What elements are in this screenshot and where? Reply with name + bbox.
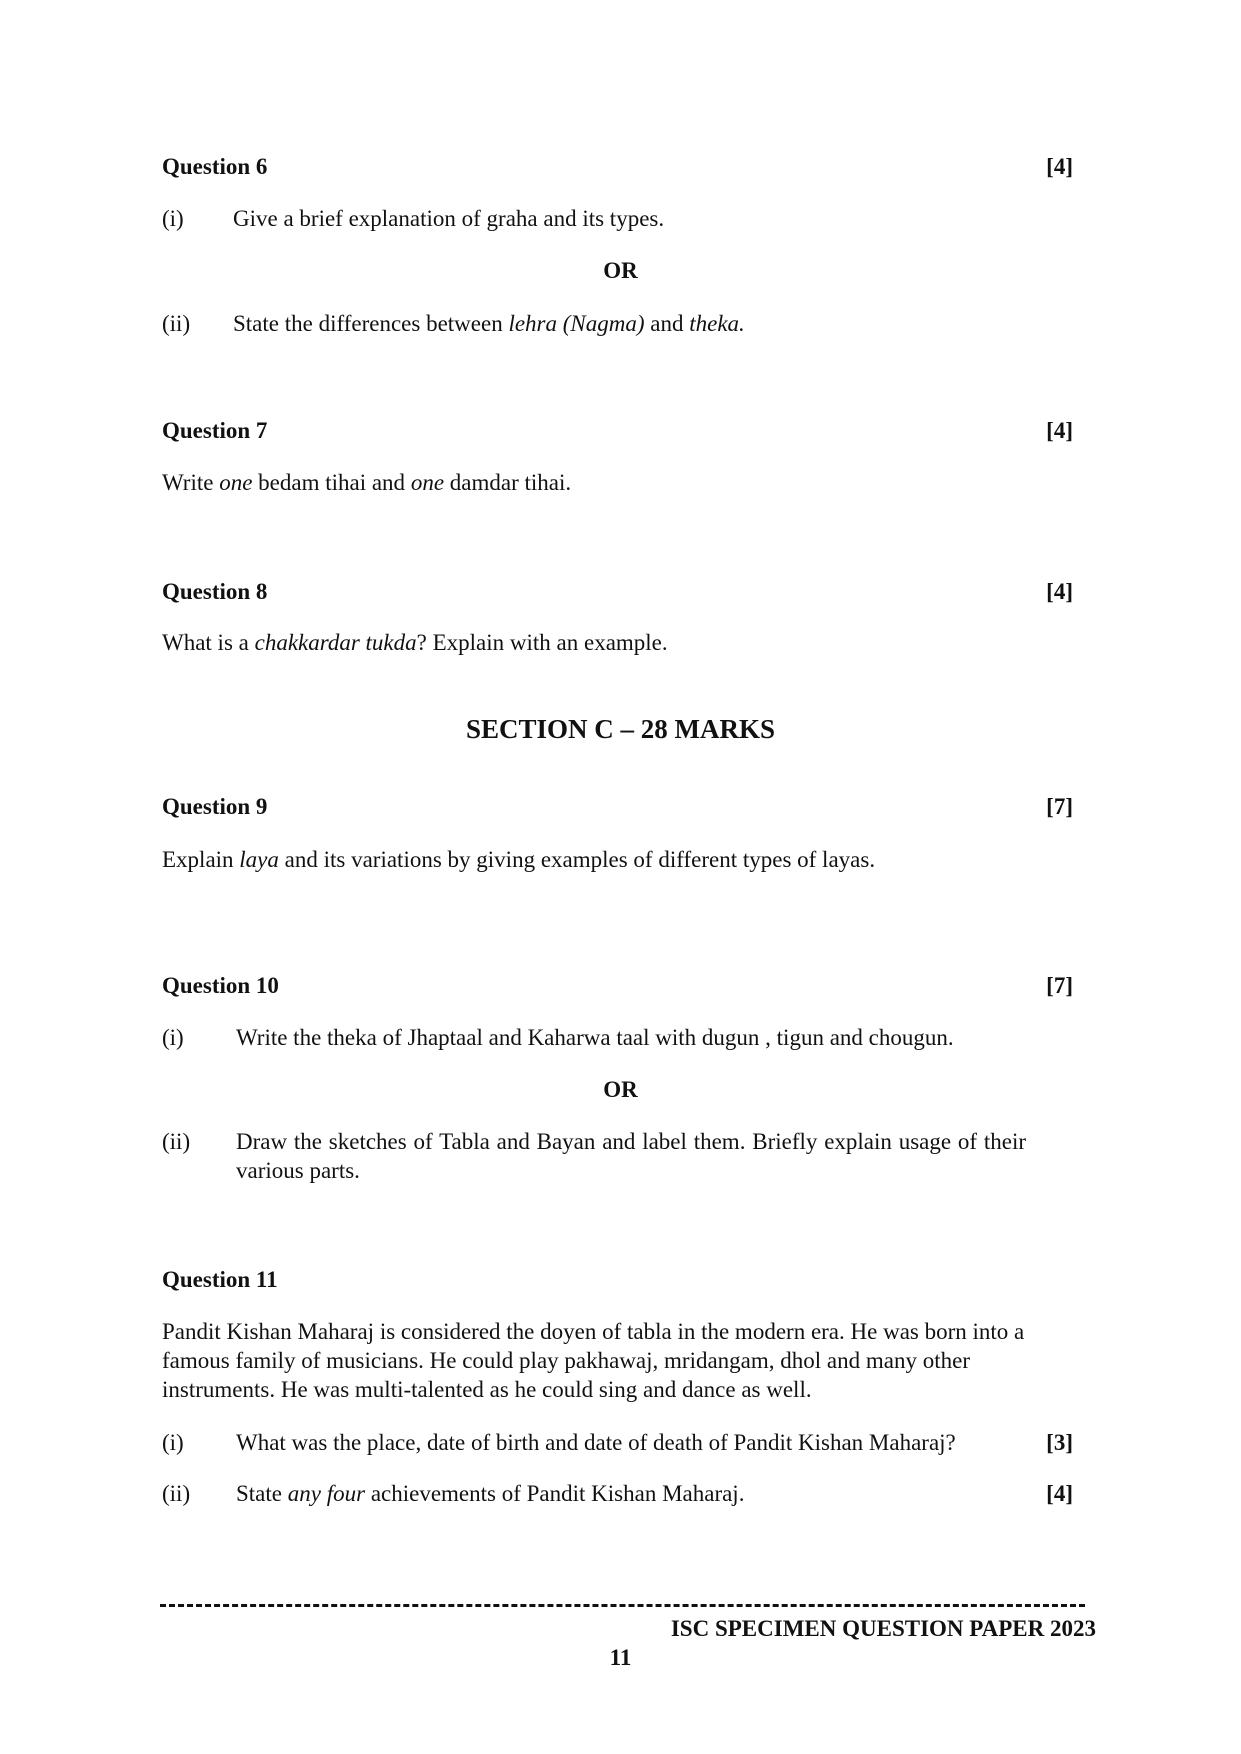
question-11-part-i-label: (i) <box>162 1430 184 1455</box>
question-6-part-i-label: (i) <box>162 206 184 231</box>
italic-term: theka. <box>689 311 745 336</box>
italic-term: any four <box>287 1481 366 1506</box>
question-10-title: Question 10 <box>162 973 279 998</box>
text-segment: State <box>236 1481 288 1506</box>
footer-title: ISC SPECIMEN QUESTION PAPER 2023 <box>670 1616 1096 1641</box>
italic-term: laya <box>239 847 279 872</box>
question-6-part-i-text: Give a brief explanation of graha and its types. <box>233 206 665 231</box>
question-11-title: Question 11 <box>162 1267 278 1292</box>
text-segment: ? Explain with an example. <box>416 630 668 655</box>
italic-term: one <box>219 470 253 495</box>
text-segment: and its variations by giving examples of different types of layas. <box>278 847 876 872</box>
question-10-or: OR <box>603 1077 638 1102</box>
question-10-part-i-label: (i) <box>162 1025 184 1050</box>
question-7-title: Question 7 <box>162 418 268 443</box>
question-7-text <box>162 468 571 497</box>
question-6-part-ii-text <box>233 309 745 338</box>
text-segment: damdar tihai. <box>444 470 572 495</box>
question-11-passage: Pandit Kishan Maharaj is considered the doyen of tabla in the modern era. He was born into a famous family of musicians. He could play pakhawaj, mridangam, dhol and many other instruments. He was multi-talented as he could sing and dance as well. <box>162 1319 1025 1402</box>
question-6-title: Question 6 <box>162 154 268 179</box>
question-9-title: Question 9 <box>162 794 268 819</box>
text-segment: achievements of Pandit Kishan Maharaj. <box>365 1481 745 1506</box>
section-c-heading: SECTION C – 28 MARKS <box>465 714 776 744</box>
question-9-marks: [7] <box>1046 794 1073 819</box>
page-number: 11 <box>609 1645 632 1670</box>
question-6-or: OR <box>603 258 638 283</box>
footer-divider <box>160 1604 1085 1607</box>
italic-term: chakkardar tukda <box>254 630 417 655</box>
question-8-title: Question 8 <box>162 579 268 604</box>
question-11-part-i-marks: [3] <box>1046 1430 1073 1455</box>
text-segment: and <box>644 311 690 336</box>
question-10-part-ii-text: Draw the sketches of Tabla and Bayan and label them. Briefly explain usage of their various parts. <box>236 1129 1026 1183</box>
question-11-part-ii-text <box>236 1479 744 1508</box>
italic-term: lehra (Nagma) <box>508 311 645 336</box>
text-segment: bedam tihai and <box>252 470 411 495</box>
question-6-marks: [4] <box>1046 154 1073 179</box>
italic-term: one <box>410 470 445 495</box>
question-11-part-ii-label: (ii) <box>162 1481 191 1506</box>
question-10-part-ii-label: (ii) <box>162 1129 191 1154</box>
question-10-part-i-text: Write the theka of Jhaptaal and Kaharwa taal with dugun , tigun and chougun. <box>236 1025 954 1050</box>
text-segment: State the differences between <box>233 311 509 336</box>
question-8-text <box>162 628 668 657</box>
text-segment: Explain <box>162 847 240 872</box>
text-segment: Write <box>162 470 220 495</box>
question-10-marks: [7] <box>1046 973 1073 998</box>
text-segment: What is a <box>162 630 255 655</box>
question-11-part-i-text: What was the place, date of birth and date of death of Pandit Kishan Maharaj? <box>236 1430 956 1455</box>
question-6-part-ii-label: (ii) <box>162 311 191 336</box>
question-9-text <box>162 845 875 874</box>
question-7-marks: [4] <box>1046 418 1073 443</box>
question-11-part-ii-marks: [4] <box>1046 1481 1073 1506</box>
question-8-marks: [4] <box>1046 579 1073 604</box>
